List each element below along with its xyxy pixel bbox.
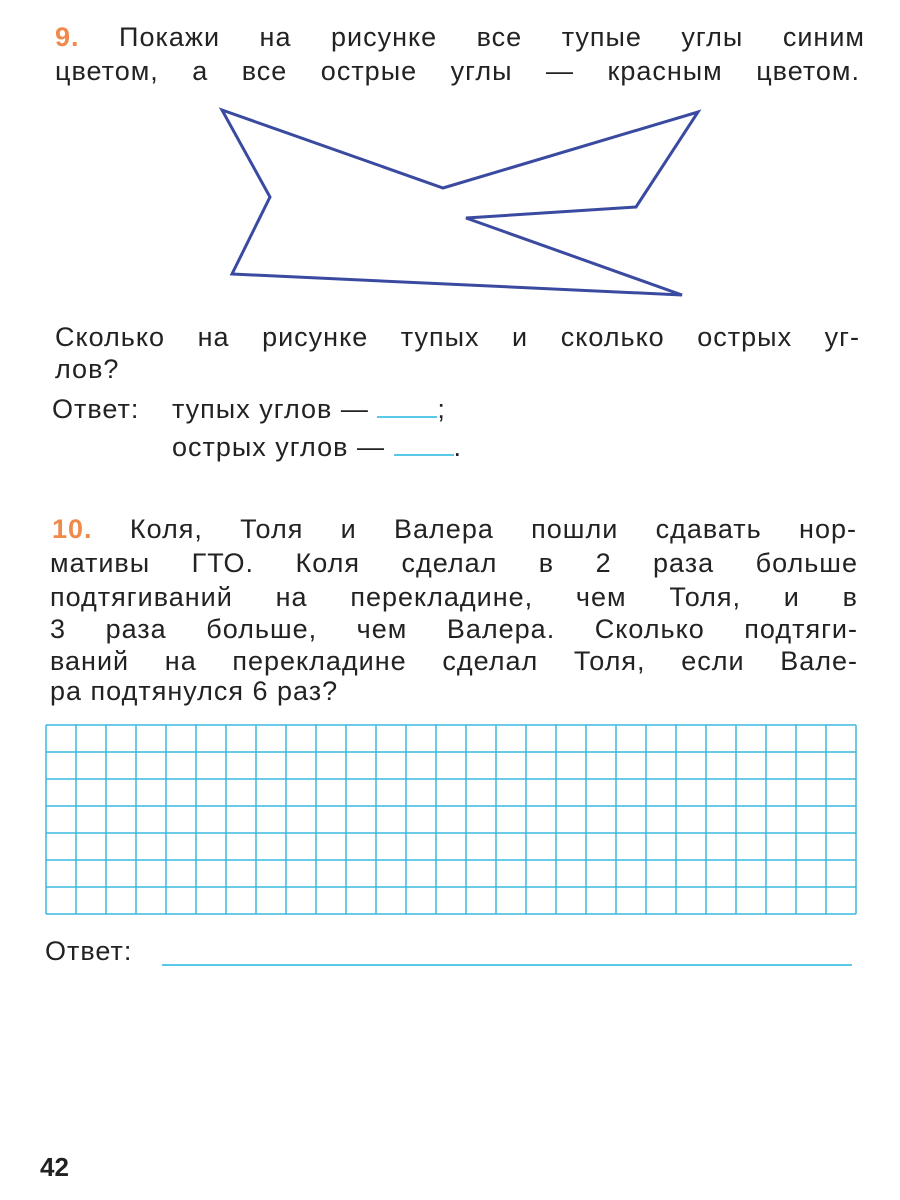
task10-line-5: ваний на перекладине сделал Толя, если Вале- (50, 646, 858, 676)
task9-question-1: Сколько на рисунке тупых и сколько острых уг- (55, 322, 860, 352)
task10-line-2: мативы ГТО. Коля сделал в 2 раза больше (50, 548, 858, 578)
task9-question-2: лов? (55, 354, 120, 384)
page-number: 42 (40, 1152, 69, 1182)
task9-number: 9. (55, 22, 80, 52)
task10-line-3: подтягиваний на перекладине, чем Толя, и в (50, 582, 858, 612)
task9-line-2: цветом, а все острые углы — красным цветом. (55, 56, 860, 86)
acute-answer-row: острых углов — . (172, 432, 463, 462)
star-polygon (222, 110, 698, 295)
task10-line-6: ра подтянулся 6 раз? (50, 676, 339, 706)
obtuse-answer-row: тупых углов — ; (172, 394, 446, 424)
task10-line-4: 3 раза больше, чем Валера. Сколько подтяги- (50, 614, 858, 644)
task10-number: 10. (52, 514, 93, 544)
task9-line-1: 9. Покажи на рисунке все тупые углы синим (55, 22, 865, 52)
answer-grid[interactable] (45, 724, 857, 916)
task10-line-1: 10. Коля, Толя и Валера пошли сдавать нор- (52, 514, 857, 544)
task9-answer-label: Ответ: (52, 394, 140, 424)
acute-answer-blank[interactable] (394, 453, 454, 456)
task10-answer-label: Ответ: (45, 936, 133, 966)
task10-answer-line[interactable] (162, 964, 852, 966)
polygon-figure (0, 0, 900, 320)
obtuse-answer-blank[interactable] (377, 415, 437, 418)
